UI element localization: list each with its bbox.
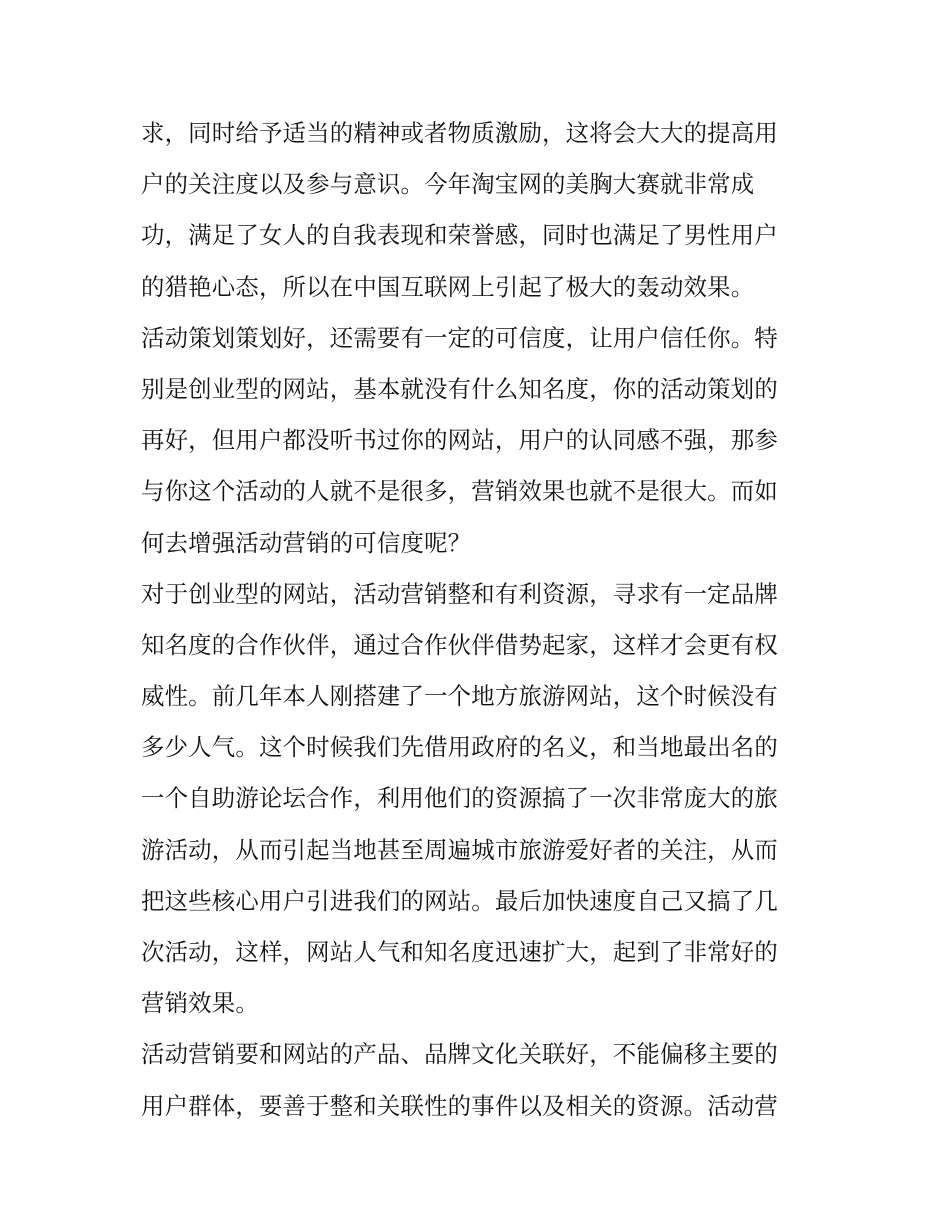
text-line: 别是创业型的网站，基本就没有什么知名度，你的活动策划的 (141, 374, 778, 403)
text-line: 营销效果。 (141, 989, 259, 1018)
text-line: 次活动，这样，网站人气和知名度迅速扩大，起到了非常好的 (141, 938, 778, 966)
text-line: 知名度的合作伙伴，通过合作伙伴借势起家，这样才会更有权 (141, 630, 778, 659)
text-line: 游活动，从而引起当地甚至周遍城市旅游爱好者的关注，从而 (141, 835, 778, 864)
text-line: 威性。前几年本人刚搭建了一个地方旅游网站，这个时候没有 (141, 682, 778, 711)
text-line: 活动策划策划好，还需要有一定的可信度，让用户信任你。特 (141, 323, 778, 352)
text-line: 用户群体，要善于整和关联性的事件以及相关的资源。活动营 (141, 1091, 778, 1120)
text-line: 与你这个活动的人就不是很多，营销效果也就不是很大。而如 (141, 477, 778, 506)
text-line: 一个自助游论坛合作，利用他们的资源搞了一次非常庞大的旅 (141, 784, 778, 813)
text-line: 户的关注度以及参与意识。今年淘宝网的美胸大赛就非常成 (141, 170, 755, 199)
text-line: 求，同时给予适当的精神或者物质激励，这将会大大的提高用 (141, 119, 778, 147)
text-line: 再好，但用户都没听书过你的网站，用户的认同感不强，那参 (141, 426, 778, 455)
text-line: 活动营销要和网站的产品、品牌文化关联好，不能偏移主要的 (141, 1040, 778, 1069)
text-line: 功，满足了女人的自我表现和荣誉感，同时也满足了男性用户 (141, 221, 778, 250)
text-line: 何去增强活动营销的可信度呢？ (141, 528, 472, 557)
text-line: 多少人气。这个时候我们先借用政府的名义，和当地最出名的 (141, 733, 778, 762)
text-line: 对于创业型的网站，活动营销整和有利资源，寻求有一定品牌 (141, 579, 778, 608)
text-line: 的猎艳心态，所以在中国互联网上引起了极大的轰动效果。 (141, 272, 755, 301)
text-line: 把这些核心用户引进我们的网站。最后加快速度自己又搞了几 (141, 886, 778, 915)
document-page (141, 108, 813, 1132)
